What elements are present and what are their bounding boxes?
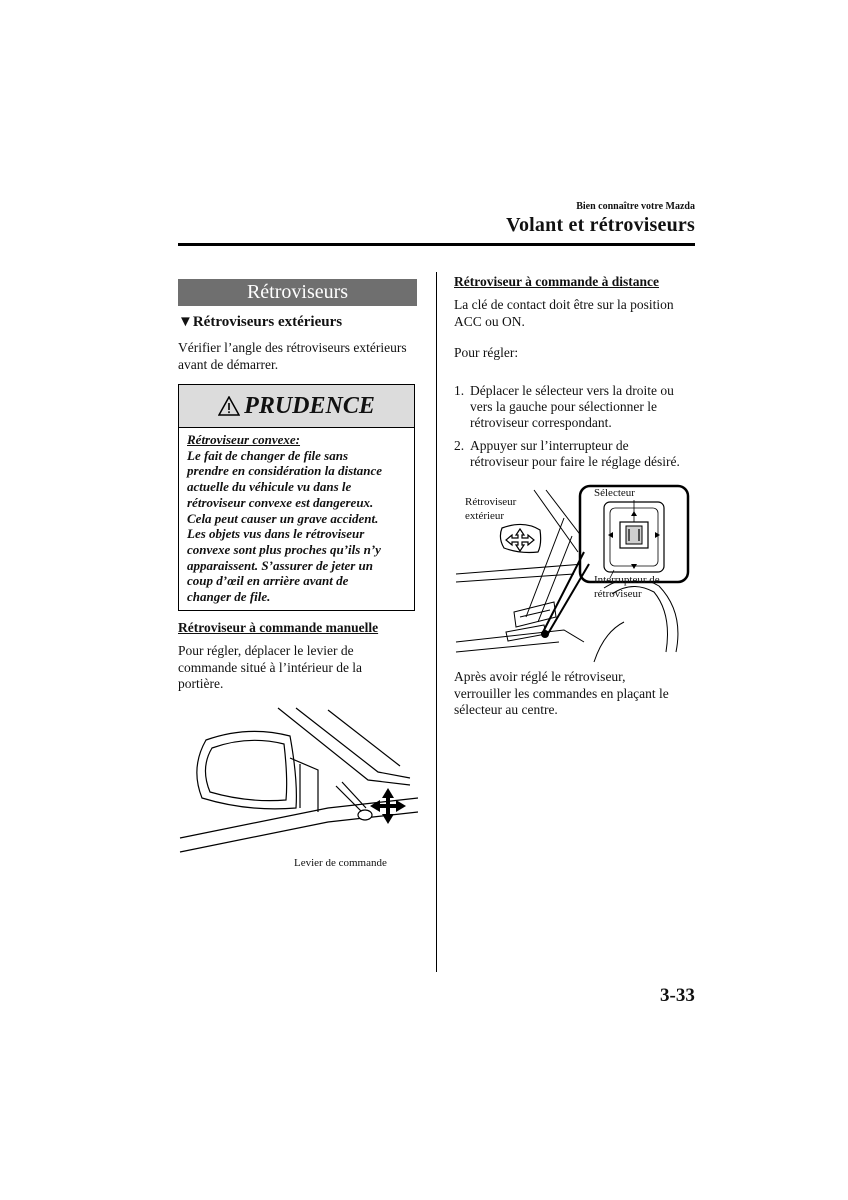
switch-label-line: Interrupteur de — [594, 574, 660, 586]
manual-paragraph — [178, 643, 362, 693]
subheading: ▼Rétroviseurs extérieurs — [178, 314, 343, 330]
switch-label-line: rétroviseur — [594, 588, 642, 600]
caution-line: Le fait de changer de file sans — [187, 447, 349, 463]
section-banner: Rétroviseurs — [178, 279, 417, 306]
caution-line: Cela peut causer un grave accident. — [187, 510, 379, 526]
four-way-arrow-icon — [370, 788, 406, 824]
figure-caption: Levier de commande — [294, 857, 387, 869]
manual-mirror-illustration — [178, 700, 418, 875]
step-line: Déplacer le sélecteur vers la droite ou — [470, 383, 674, 398]
page-number: 3-33 — [660, 985, 695, 1006]
step-line: rétroviseur correspondant. — [470, 415, 612, 430]
caution-box — [178, 384, 415, 611]
manual-line: Pour régler, déplacer le levier de — [178, 643, 354, 658]
caution-title: PRUDENCE — [244, 392, 375, 419]
after-line: verrouiller les commandes en plaçant le — [454, 685, 669, 701]
warning-icon — [218, 396, 240, 416]
caution-line: changer de file. — [187, 589, 271, 605]
adjust-intro: Pour régler: — [454, 345, 519, 360]
remote-paragraph — [454, 297, 674, 330]
step-text — [470, 438, 680, 470]
step-line: rétroviseur pour faire le réglage désiré. — [470, 454, 680, 469]
remote-line: ACC ou ON. — [454, 313, 525, 329]
caution-line: rétroviseur convexe est dangereux. — [187, 494, 374, 510]
caution-line: prendre en considération la distance — [187, 463, 383, 479]
intro-line: Vérifier l’angle des rétroviseurs extérieurs — [178, 340, 407, 355]
mirror-label — [465, 495, 516, 523]
after-paragraph — [454, 669, 669, 719]
after-line: Après avoir réglé le rétroviseur, — [454, 669, 626, 684]
remote-line: La clé de contact doit être sur la position — [454, 297, 674, 312]
header-rule — [178, 243, 695, 246]
caution-label: Rétroviseur convexe: — [187, 432, 301, 447]
step-number: 2. — [454, 438, 465, 453]
caution-line: convexe sont plus proches qu’ils n’y — [187, 541, 381, 557]
caution-line: coup d’œil en arrière avant de — [187, 573, 349, 589]
manual-mirror-heading: Rétroviseur à commande manuelle — [178, 620, 379, 635]
step-text — [470, 383, 674, 431]
after-line: sélecteur au centre. — [454, 702, 558, 717]
step-line: Appuyer sur l’interrupteur de — [470, 438, 629, 453]
caution-line: Les objets vus dans le rétroviseur — [187, 526, 365, 542]
intro-line: avant de démarrer. — [178, 356, 279, 372]
intro-paragraph — [178, 340, 407, 373]
manual-line: commande situé à l’intérieur de la — [178, 659, 363, 675]
remote-mirror-heading: Rétroviseur à commande à distance — [454, 274, 659, 289]
caution-line: apparaissent. S’assurer de jeter un — [187, 557, 373, 573]
caution-header — [179, 385, 414, 428]
chapter-title: Volant et rétroviseurs — [506, 214, 695, 236]
mirror-label-line: extérieur — [465, 510, 505, 522]
list-item — [454, 438, 699, 472]
caution-body — [179, 428, 414, 609]
step-number: 1. — [454, 383, 465, 398]
mirror-label-line: Rétroviseur — [465, 496, 517, 508]
list-item — [454, 383, 699, 433]
section-header: Bien connaître votre Mazda — [576, 201, 695, 212]
caution-line: actuelle du véhicule vu dans le — [187, 479, 352, 495]
column-divider — [436, 272, 437, 972]
switch-label — [594, 573, 660, 601]
manual-line: portière. — [178, 676, 224, 691]
step-line: vers la gauche pour sélectionner le — [470, 399, 658, 414]
selector-label: Sélecteur — [594, 487, 635, 499]
